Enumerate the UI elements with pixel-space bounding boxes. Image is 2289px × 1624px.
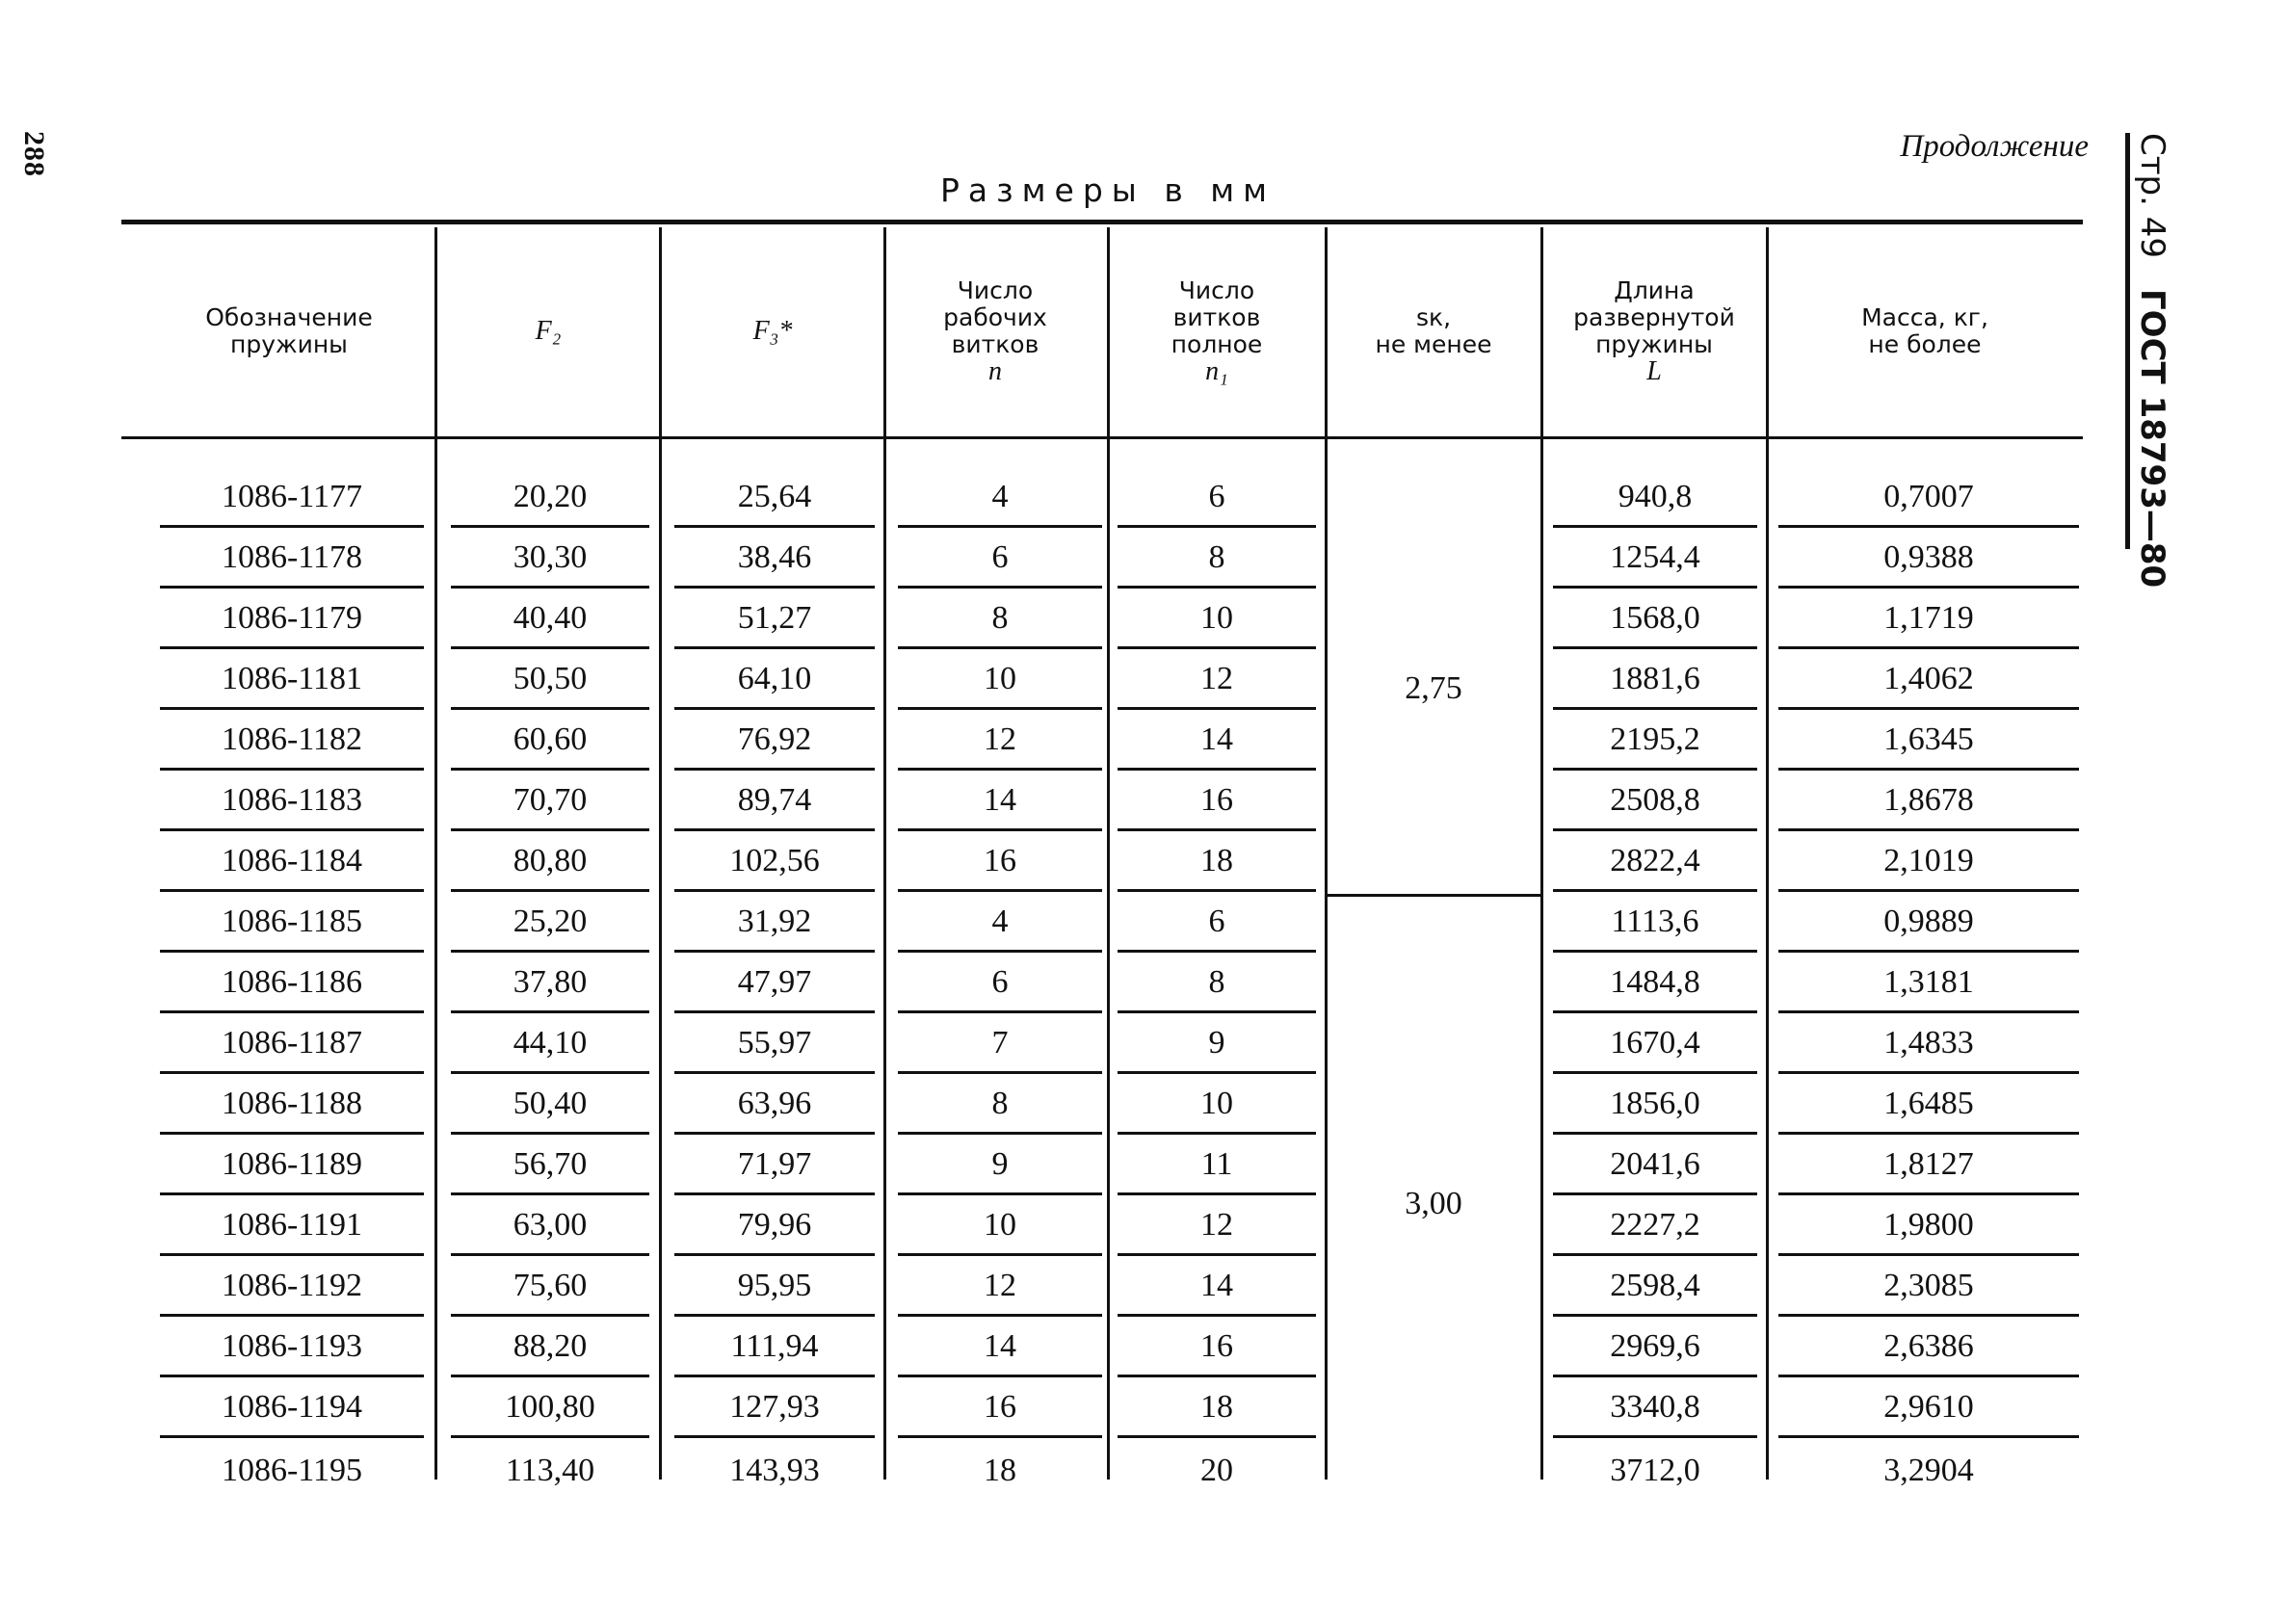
cell-designation: 1086-1193	[160, 1319, 424, 1377]
cell-n1: 10	[1118, 590, 1316, 649]
cell-mass: 1,8127	[1778, 1137, 2079, 1195]
cell-n: 12	[898, 712, 1102, 771]
cell-designation: 1086-1185	[160, 894, 424, 953]
cell-f3: 127,93	[674, 1379, 875, 1438]
table-row	[0, 589, 2289, 649]
cell-mass: 1,3181	[1778, 955, 2079, 1013]
sk-group-value: 2,75	[1405, 669, 1462, 706]
cell-f3: 71,97	[674, 1137, 875, 1195]
cell-length: 2041,6	[1553, 1137, 1757, 1195]
cell-designation: 1086-1186	[160, 955, 424, 1013]
cell-mass: 2,3085	[1778, 1258, 2079, 1317]
cell-n: 12	[898, 1258, 1102, 1317]
cell-designation: 1086-1178	[160, 530, 424, 589]
header-n-working-text: Число рабочих витков	[943, 276, 1047, 358]
cell-length: 3712,0	[1610, 1453, 1700, 1488]
cell-f2: 75,60	[451, 1258, 649, 1317]
header-n-total-text: Число витков полное	[1171, 276, 1263, 358]
cell-length: 940,8	[1553, 469, 1757, 528]
cell-f2: 100,80	[451, 1379, 649, 1438]
cell-n1: 8	[1118, 530, 1316, 589]
cell-f2: 113,40	[505, 1453, 595, 1488]
cell-n1: 8	[1118, 955, 1316, 1013]
cell-length: 2822,4	[1553, 833, 1757, 892]
cell-f2: 80,80	[451, 833, 649, 892]
cell-n1: 9	[1118, 1015, 1316, 1074]
cell-n1: 20	[1200, 1453, 1233, 1488]
cell-mass: 1,9800	[1778, 1197, 2079, 1256]
cell-length: 1254,4	[1553, 530, 1757, 589]
table-row	[0, 649, 2289, 710]
cell-f2: 37,80	[451, 955, 649, 1013]
cell-n1: 10	[1118, 1076, 1316, 1135]
header-mass: Масса, кг, не более	[1861, 303, 1988, 358]
cell-mass: 0,9889	[1778, 894, 2079, 953]
cell-f2: 50,40	[451, 1076, 649, 1135]
side-page-ref: Стр. 49	[2133, 133, 2171, 259]
cell-n1: 12	[1118, 651, 1316, 710]
cell-designation: 1086-1191	[160, 1197, 424, 1256]
cell-mass: 1,1719	[1778, 590, 2079, 649]
cell-f3: 143,93	[729, 1453, 820, 1488]
cell-f3: 51,27	[674, 590, 875, 649]
cell-f3: 63,96	[674, 1076, 875, 1135]
cell-f2: 44,10	[451, 1015, 649, 1074]
cell-n: 4	[898, 894, 1102, 953]
table-row	[0, 1195, 2289, 1256]
table-row	[0, 467, 2289, 528]
cell-mass: 1,4062	[1778, 651, 2079, 710]
cell-f2: 50,50	[451, 651, 649, 710]
cell-n1: 14	[1118, 712, 1316, 771]
cell-n: 8	[898, 590, 1102, 649]
cell-length: 2508,8	[1553, 773, 1757, 831]
cell-length: 3340,8	[1553, 1379, 1757, 1438]
cell-designation: 1086-1188	[160, 1076, 424, 1135]
continuation-label: Продолжение	[1900, 129, 2089, 164]
table-header-rule	[121, 436, 2083, 439]
cell-f3: 102,56	[674, 833, 875, 892]
cell-mass: 2,9610	[1778, 1379, 2079, 1438]
header-n-working	[886, 227, 1104, 435]
header-designation: Обозначение пружины	[205, 303, 373, 358]
cell-f2: 63,00	[451, 1197, 649, 1256]
cell-mass: 0,9388	[1778, 530, 2079, 589]
cell-f2: 25,20	[451, 894, 649, 953]
table-row	[0, 710, 2289, 771]
table-row	[0, 1135, 2289, 1195]
table-row	[0, 1256, 2289, 1317]
sk-group-separator	[1328, 894, 1540, 897]
cell-n1: 11	[1118, 1137, 1316, 1195]
cell-mass: 1,6485	[1778, 1076, 2079, 1135]
header-f3	[663, 227, 882, 435]
cell-length: 1856,0	[1553, 1076, 1757, 1135]
table-row	[0, 831, 2289, 892]
table-row	[0, 1317, 2289, 1377]
header-f3-label: F₃*	[752, 316, 793, 346]
cell-mass: 3,2904	[1883, 1453, 1974, 1488]
table-row	[0, 892, 2289, 953]
cell-f2: 40,40	[451, 590, 649, 649]
cell-n1: 18	[1118, 833, 1316, 892]
cell-n: 18	[984, 1453, 1016, 1488]
cell-n: 10	[898, 651, 1102, 710]
cell-designation: 1086-1192	[160, 1258, 424, 1317]
cell-n: 16	[898, 833, 1102, 892]
cell-n1: 6	[1118, 469, 1316, 528]
cell-length: 2969,6	[1553, 1319, 1757, 1377]
cell-designation: 1086-1187	[160, 1015, 424, 1074]
table-row	[0, 1438, 2289, 1499]
cell-f2: 20,20	[451, 469, 649, 528]
cell-n: 7	[898, 1015, 1102, 1074]
cell-f3: 25,64	[674, 469, 875, 528]
page-number: 288	[18, 131, 50, 177]
cell-f3: 76,92	[674, 712, 875, 771]
cell-designation: 1086-1177	[160, 469, 424, 528]
cell-n1: 6	[1118, 894, 1316, 953]
cell-length: 1484,8	[1553, 955, 1757, 1013]
cell-mass: 1,4833	[1778, 1015, 2079, 1074]
cell-f2: 88,20	[451, 1319, 649, 1377]
cell-length: 2598,4	[1553, 1258, 1757, 1317]
cell-n: 4	[898, 469, 1102, 528]
cell-n1: 16	[1118, 773, 1316, 831]
header-length-text: Длина развернутой пружины	[1573, 276, 1735, 358]
table-row	[0, 953, 2289, 1013]
cell-length: 2195,2	[1553, 712, 1757, 771]
table-top-rule	[121, 220, 2083, 224]
header-f2-label: F₂	[535, 316, 562, 346]
cell-length: 1568,0	[1553, 590, 1757, 649]
cell-f3: 95,95	[674, 1258, 875, 1317]
cell-designation: 1086-1194	[160, 1379, 424, 1438]
cell-mass: 1,6345	[1778, 712, 2079, 771]
cell-n: 14	[898, 1319, 1102, 1377]
header-length-symbol: L	[1646, 356, 1662, 386]
cell-n1: 14	[1118, 1258, 1316, 1317]
cell-f2: 30,30	[451, 530, 649, 589]
cell-designation: 1086-1184	[160, 833, 424, 892]
cell-designation: 1086-1182	[160, 712, 424, 771]
cell-f3: 64,10	[674, 651, 875, 710]
header-n-total	[1110, 227, 1324, 435]
table-row	[0, 528, 2289, 589]
cell-designation: 1086-1183	[160, 773, 424, 831]
cell-mass: 0,7007	[1778, 469, 2079, 528]
header-f2	[439, 227, 657, 435]
cell-length: 1670,4	[1553, 1015, 1757, 1074]
units-caption: Размеры в мм	[939, 171, 1276, 209]
cell-n: 14	[898, 773, 1102, 831]
cell-f3: 47,97	[674, 955, 875, 1013]
cell-f3: 89,74	[674, 773, 875, 831]
cell-n: 10	[898, 1197, 1102, 1256]
cell-length: 1113,6	[1553, 894, 1757, 953]
cell-f3: 79,96	[674, 1197, 875, 1256]
cell-designation: 1086-1195	[221, 1453, 363, 1488]
table-row	[0, 771, 2289, 831]
cell-designation: 1086-1179	[160, 590, 424, 649]
cell-mass: 2,6386	[1778, 1319, 2079, 1377]
header-sk: sк, не менее	[1375, 303, 1492, 358]
sk-group-value: 3,00	[1405, 1186, 1462, 1221]
table-row	[0, 1074, 2289, 1135]
cell-f3: 31,92	[674, 894, 875, 953]
cell-n: 16	[898, 1379, 1102, 1438]
cell-mass: 2,1019	[1778, 833, 2079, 892]
header-length	[1543, 227, 1765, 435]
cell-n: 8	[898, 1076, 1102, 1135]
cell-f2: 70,70	[451, 773, 649, 831]
cell-f2: 60,60	[451, 712, 649, 771]
cell-n: 6	[898, 530, 1102, 589]
cell-f3: 111,94	[674, 1319, 875, 1377]
table-row	[0, 1377, 2289, 1438]
cell-length: 1881,6	[1553, 651, 1757, 710]
cell-designation: 1086-1189	[160, 1137, 424, 1195]
cell-f2: 56,70	[451, 1137, 649, 1195]
cell-n1: 16	[1118, 1319, 1316, 1377]
cell-length: 2227,2	[1553, 1197, 1757, 1256]
cell-n: 6	[898, 955, 1102, 1013]
cell-f3: 55,97	[674, 1015, 875, 1074]
cell-mass: 1,8678	[1778, 773, 2079, 831]
table-row	[0, 1013, 2289, 1074]
side-standard: ГОСТ 18793—80	[2133, 289, 2171, 589]
cell-f3: 38,46	[674, 530, 875, 589]
cell-n1: 12	[1118, 1197, 1316, 1256]
cell-n1: 18	[1118, 1379, 1316, 1438]
cell-n: 9	[898, 1137, 1102, 1195]
header-n-working-symbol: n	[988, 356, 1002, 386]
header-n-total-symbol: n₁	[1205, 356, 1228, 386]
cell-designation: 1086-1181	[160, 651, 424, 710]
